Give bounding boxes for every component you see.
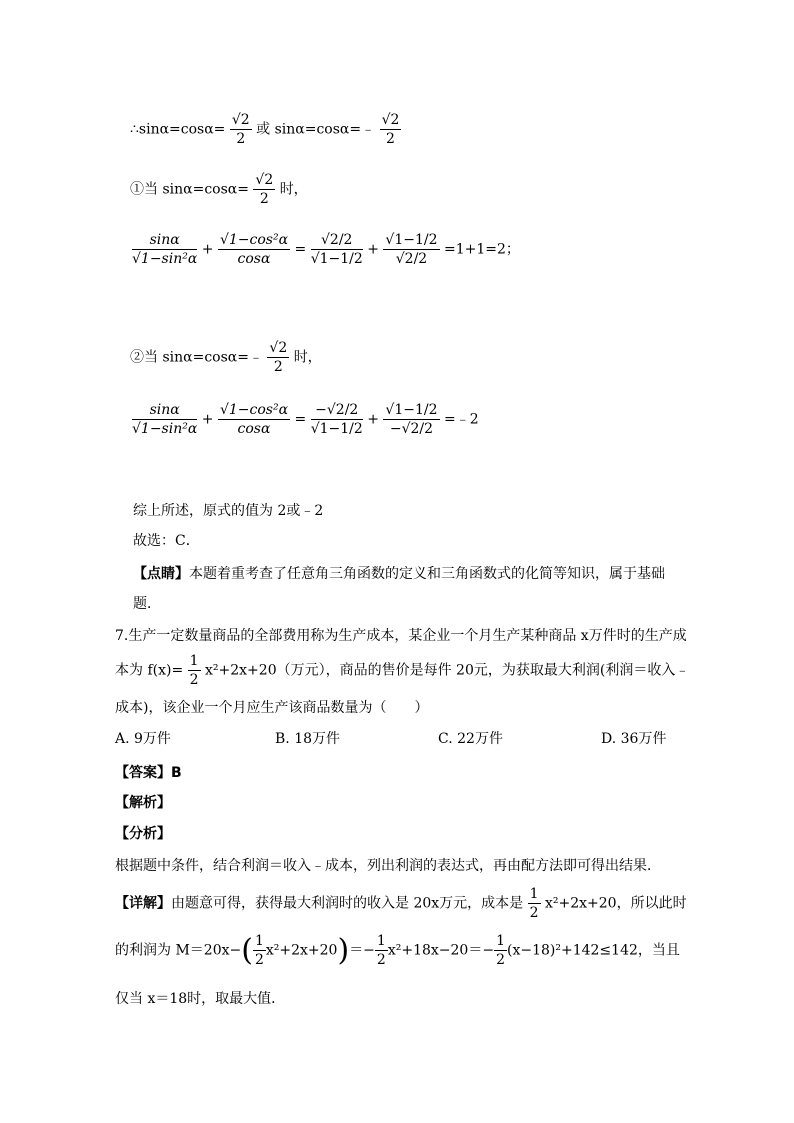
- detail-line1: [115, 886, 687, 921]
- option-text: 18万件: [294, 731, 341, 747]
- fraction-denominator: 2: [376, 952, 386, 968]
- option-d[interactable]: [601, 728, 666, 748]
- fraction-denominator: 2: [259, 191, 269, 207]
- plus-sign: +: [367, 241, 379, 258]
- fraction-sqrt2-over-2: [230, 112, 252, 147]
- equation-case1: [132, 232, 520, 267]
- term2-denominator: cosα: [237, 421, 271, 437]
- answer-line: 【答案】B: [115, 765, 182, 781]
- detail-text: 由题意可得，获得最大利润时的收入是 20x万元，成本是: [171, 895, 524, 912]
- term2-numerator: √1−cos²α: [219, 232, 289, 248]
- fraction-denominator: 2: [254, 952, 264, 968]
- value2-denominator: −√2/2: [389, 421, 434, 437]
- comment-text: 本题着重考查了任意角三角函数的定义和三角函数式的化简等知识，属于基础: [189, 566, 665, 582]
- equation-result: =﹣2: [443, 411, 479, 428]
- case1-lead: ①当 sinα=cosα=: [130, 181, 249, 198]
- function-definition: 本为 f(x)=: [115, 662, 184, 679]
- fraction-sqrt2-over-2: [253, 172, 275, 207]
- term1-numerator: sinα: [132, 232, 197, 250]
- option-key: B.: [275, 731, 290, 747]
- detail-label: 【详解】: [115, 895, 171, 912]
- equation-term2: [218, 402, 290, 437]
- fraction-denominator: 2: [236, 131, 246, 147]
- comment-label: 【点睛】: [133, 566, 189, 582]
- left-paren: (: [241, 933, 253, 968]
- option-c[interactable]: [438, 728, 503, 748]
- right-paren: ): [337, 933, 350, 968]
- value2-numerator: √1−1/2: [385, 402, 438, 418]
- term1-denominator: √1−sin²α: [132, 251, 198, 267]
- fraction-one-half: [494, 933, 507, 968]
- profit-expression-start: 的利润为 M＝20x−: [115, 942, 242, 959]
- option-b[interactable]: [275, 728, 340, 748]
- term1-denominator: √1−sin²α: [132, 421, 198, 437]
- equation-term1: [132, 232, 197, 267]
- question7-line2-rest: x²+2x+20（万元），商品的售价是每件 20元，为获取最大利润(利润＝收入﹣: [205, 662, 690, 679]
- fraction-one-half: [188, 653, 201, 688]
- fraction-denominator: 2: [496, 952, 505, 968]
- equals-sign: =: [294, 241, 307, 258]
- fraction-numerator: 1: [376, 933, 386, 949]
- term2-denominator: cosα: [237, 251, 271, 267]
- plus-sign: +: [201, 411, 214, 428]
- question7-line2: [115, 653, 689, 688]
- fraction-one-half: [375, 933, 388, 968]
- case2-tail: 时，: [293, 349, 322, 366]
- equation-value1: [311, 232, 363, 267]
- equation-case2: [132, 402, 479, 437]
- fraction-numerator: √2: [255, 172, 274, 188]
- summary-line: 综上所述，原式的值为 2或﹣2: [133, 503, 324, 519]
- case1-line: [130, 172, 308, 207]
- term1-numerator: sinα: [132, 402, 197, 420]
- value2-denominator: √2/2: [395, 251, 428, 267]
- profit-expression-middle: x²+18x−20＝−: [387, 942, 495, 959]
- fraction-numerator: 1: [189, 653, 199, 669]
- fraction-denominator: 2: [529, 905, 539, 921]
- option-key: D.: [601, 731, 617, 747]
- option-text: 36万件: [620, 731, 667, 747]
- option-text: 22万件: [457, 731, 503, 747]
- detail-text: x²+2x+20，所以此时: [545, 895, 687, 912]
- profit-expression-end: (x−18)²+142≤142，当且: [507, 942, 680, 959]
- value1-denominator: √1−1/2: [310, 251, 363, 267]
- equation-term2: [218, 232, 290, 267]
- fraction-denominator: 2: [273, 359, 283, 375]
- equation-value2: [383, 232, 439, 267]
- question7-line3: 成本)，该企业一个月应生产该商品数量为（ ）: [115, 700, 429, 716]
- fraction-one-half: [253, 933, 266, 968]
- fraction-denominator: 2: [386, 131, 395, 147]
- plus-sign: +: [367, 411, 379, 428]
- fraction-sqrt2-over-2: [380, 112, 402, 147]
- comment-line: [133, 563, 665, 583]
- equals-sign: =: [294, 411, 307, 428]
- option-text: 9万件: [134, 731, 171, 747]
- conclusion-middle: 或 sinα=cosα=﹣: [256, 121, 376, 138]
- equation-term1: [132, 402, 197, 437]
- value2-numerator: √1−1/2: [385, 232, 438, 248]
- comment-line-2: 题．: [133, 596, 161, 612]
- fraction-numerator: 1: [496, 933, 505, 949]
- fraction-numerator: √2: [269, 340, 288, 356]
- option-key: A.: [115, 731, 130, 747]
- fraction-numerator: 1: [254, 933, 264, 949]
- fenxi-label: 【分析】: [115, 826, 171, 842]
- fraction-sqrt2-over-2: [267, 340, 289, 375]
- detail-line2: [115, 933, 680, 968]
- case2-lead: ②当 sinα=cosα=﹣: [130, 349, 263, 366]
- fenxi-text: 根据题中条件，结合利润＝收入﹣成本，列出利润的表达式，再由配方法即可得出结果．: [115, 858, 661, 874]
- case1-tail: 时，: [279, 181, 308, 198]
- term2-numerator: √1−cos²α: [219, 402, 289, 418]
- value1-numerator: −√2/2: [311, 402, 363, 420]
- equation-value2: [383, 402, 439, 437]
- fraction-numerator: √2: [381, 112, 400, 128]
- case2-line: [130, 340, 322, 375]
- equation-result: =1+1=2；: [443, 241, 520, 258]
- conclusion-prefix: ∴sinα=cosα=: [130, 121, 226, 138]
- value1-numerator: √2/2: [311, 232, 363, 250]
- option-key: C.: [438, 731, 453, 747]
- analysis-label: 【解析】: [115, 795, 171, 811]
- conclusion-line: [130, 112, 401, 147]
- value1-denominator: √1−1/2: [310, 421, 363, 437]
- equation-value1: [311, 402, 363, 437]
- fraction-numerator: √2: [231, 112, 250, 128]
- detail-line3: 仅当 x＝18时，取最大值．: [115, 991, 286, 1007]
- profit-expression-inner: x²+2x+20: [265, 942, 338, 959]
- fraction-one-half: [528, 886, 541, 921]
- profit-expression-equals: ＝−: [349, 942, 375, 959]
- option-a[interactable]: [115, 728, 171, 748]
- plus-sign: +: [201, 241, 214, 258]
- fraction-denominator: 2: [189, 672, 199, 688]
- question7-line1: 7.生产一定数量商品的全部费用称为生产成本，某企业一个月生产某种商品 x万件时的生产成: [115, 628, 687, 644]
- choice-line: 故选：C．: [133, 533, 200, 549]
- fraction-numerator: 1: [529, 886, 539, 902]
